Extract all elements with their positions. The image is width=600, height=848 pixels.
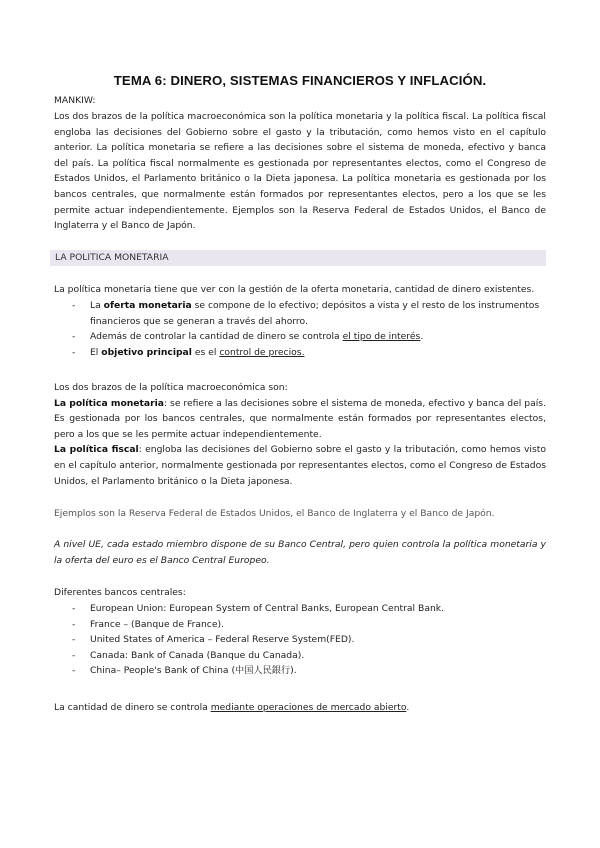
intro-paragraph: La política monetaria tiene que ver con la gestión de la oferta monetaria, cantidad de dinero existentes. <box>54 284 535 295</box>
arms-intro: Los dos brazos de la política macroeconómica son: <box>54 382 288 393</box>
monetary-policy-list <box>54 298 546 360</box>
fiscal-definition: La política fiscal: engloba las decisiones del Gobierno sobre el gasto y la tributación, como hemos visto en el capítulo anterior, normalmente gestionada por representantes electos, como el Congreso de Estados Unidos, el Parlamento británico o la Dieta japonesa. <box>54 444 546 487</box>
list-item: - La oferta monetaria se compone de lo efectivo; depósitos a vista y el resto de los instrumentos financieros que se generan a través del ahorro. <box>54 298 546 329</box>
fiscal-label: La política fiscal <box>54 444 139 456</box>
list-item: - United States of America – Federal Reserve System(FED). <box>54 632 546 648</box>
underlined-term: el tipo de interés <box>342 331 421 343</box>
list-item: - Canada: Bank of Canada (Banque du Canada). <box>54 648 546 664</box>
closing-paragraph: La cantidad de dinero se controla mediante operaciones de mercado abierto. <box>54 702 410 713</box>
list-item: - France – (Banque de France). <box>54 617 546 633</box>
mankiw-label: MANKIW: <box>54 95 96 106</box>
bold-term: objetivo principal <box>101 346 192 358</box>
list-item: - China– People's Bank of China (中国人民銀行). <box>54 663 546 679</box>
list-item: - Además de controlar la cantidad de dinero se controla el tipo de interés. <box>54 329 546 345</box>
list-item: - European Union: European System of Central Banks, European Central Bank. <box>54 601 546 617</box>
central-banks-list <box>54 601 546 679</box>
underlined-term: control de precios. <box>219 346 305 358</box>
section-heading: LA POLITICA MONETARIA <box>50 250 546 266</box>
examples-paragraph: Ejemplos son la Reserva Federal de Estados Unidos, el Banco de Inglaterra y el Banco de Japón. <box>54 508 495 519</box>
monetary-definition: La política monetaria: se refiere a las decisiones sobre el sistema de moneda, efectivo y banca del país. Es gestionada por los bancos centrales, que normalmente están formados por representantes electos, pero a los que se les permite actuar independientemente. <box>54 397 546 440</box>
list-item: - El objetivo principal es el control de precios. <box>54 345 546 361</box>
ue-note: A nivel UE, cada estado miembro dispone de su Banco Central, pero quien controla la política monetaria y la oferta del euro es el Banco Central Europeo. <box>54 539 546 566</box>
underlined-term: mediante operaciones de mercado abierto <box>210 702 407 713</box>
mankiw-paragraph: Los dos brazos de la política macroeconómica son la política monetaria y la política fiscal. La política fiscal engloba las decisiones del Gobierno sobre el gasto y la tributación, como hemos visto en el capítulo anterior. La política monetaria se refiere a las decisiones sobre el sistema de moneda, efectivo y banca del país. La política fiscal normalmente es gestionada por representantes electos, como el Congreso de Estados Unidos, el Parlamento británico o la Dieta japonesa. La política monetaria es gestionada por los bancos centrales, que normalmente están formados por representantes electos, pero a los que se les permite actuar independientemente. Ejemplos son la Reserva Federal de Estados Unidos, el Banco de Inglaterra y el Banco de Japón. <box>54 111 546 232</box>
central-banks-label: Diferentes bancos centrales: <box>54 587 186 598</box>
monetary-label: La política monetaria <box>54 397 164 409</box>
policy-arms-section <box>54 380 546 489</box>
bold-term: oferta monetaria <box>103 300 192 311</box>
page-title: TEMA 6: DINERO, SISTEMAS FINANCIEROS Y INFLACIÓN. <box>113 73 487 88</box>
